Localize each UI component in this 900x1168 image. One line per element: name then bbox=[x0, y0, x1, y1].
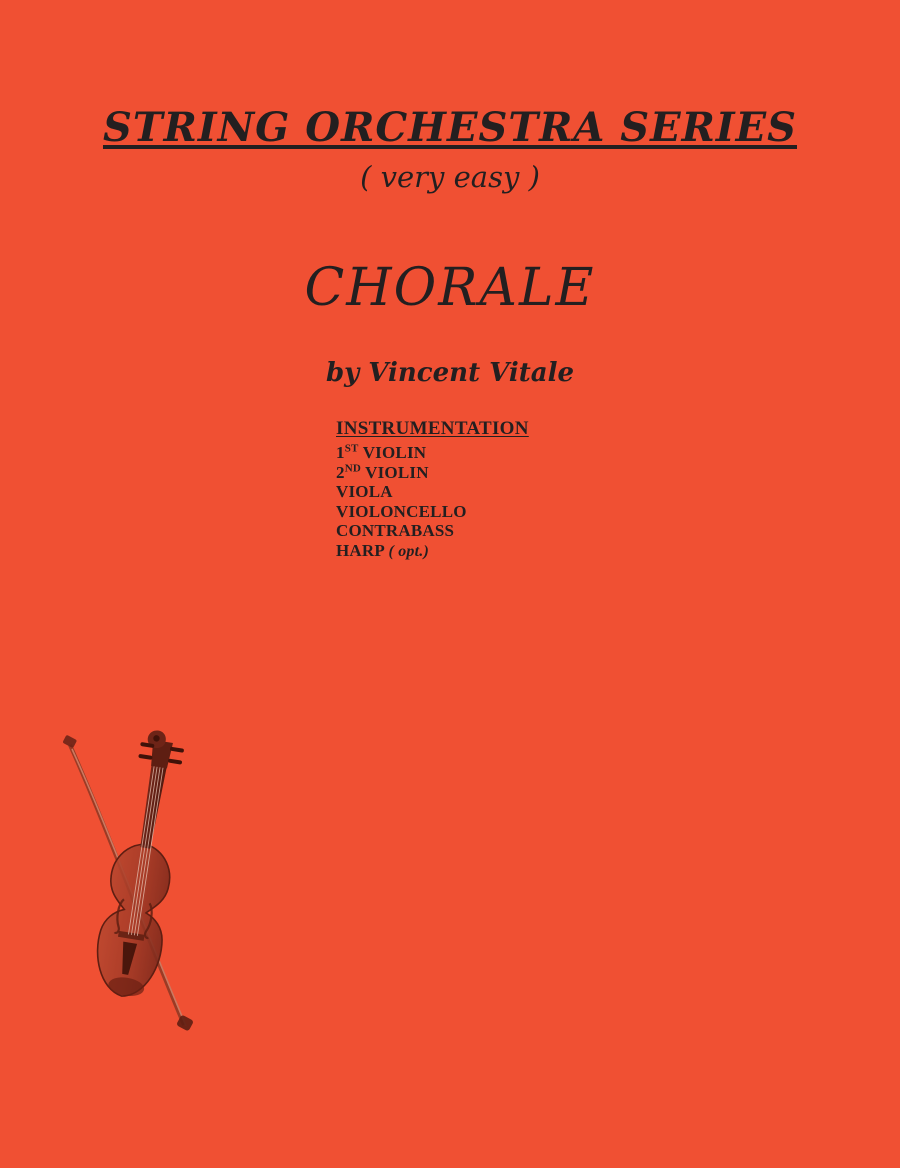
instrument-ordinal: ND bbox=[344, 461, 361, 474]
series-subtitle: ( very easy ) bbox=[360, 160, 540, 194]
list-item bbox=[336, 482, 529, 502]
instrument-ordinal: ST bbox=[344, 442, 359, 455]
instrument-name: HARP bbox=[336, 540, 389, 560]
series-title: STRING ORCHESTRA SERIES bbox=[102, 104, 797, 151]
list-item bbox=[336, 443, 529, 463]
instrument-name: VIOLA bbox=[336, 482, 393, 501]
instrument-number: 2 bbox=[336, 462, 345, 482]
instrumentation-list bbox=[336, 443, 529, 561]
instrument-name: VIOLIN bbox=[358, 443, 427, 462]
instrument-note: ( opt.) bbox=[388, 542, 429, 560]
list-item bbox=[336, 521, 529, 541]
list-item bbox=[336, 502, 529, 522]
list-item bbox=[336, 541, 529, 562]
instrumentation-heading: INSTRUMENTATION bbox=[336, 418, 529, 439]
composer-line: by Vincent Vitale bbox=[325, 358, 575, 388]
list-item bbox=[336, 463, 529, 483]
violin-and-bow-illustration bbox=[58, 725, 218, 1055]
instrument-name: VIOLONCELLO bbox=[336, 501, 467, 521]
work-title: CHORALE bbox=[304, 258, 596, 318]
violin-body bbox=[90, 726, 195, 1001]
instrument-name: VIOLIN bbox=[361, 462, 429, 482]
instrument-name: CONTRABASS bbox=[336, 521, 455, 540]
instrumentation-block bbox=[336, 418, 529, 561]
instrument-number: 1 bbox=[336, 443, 345, 462]
